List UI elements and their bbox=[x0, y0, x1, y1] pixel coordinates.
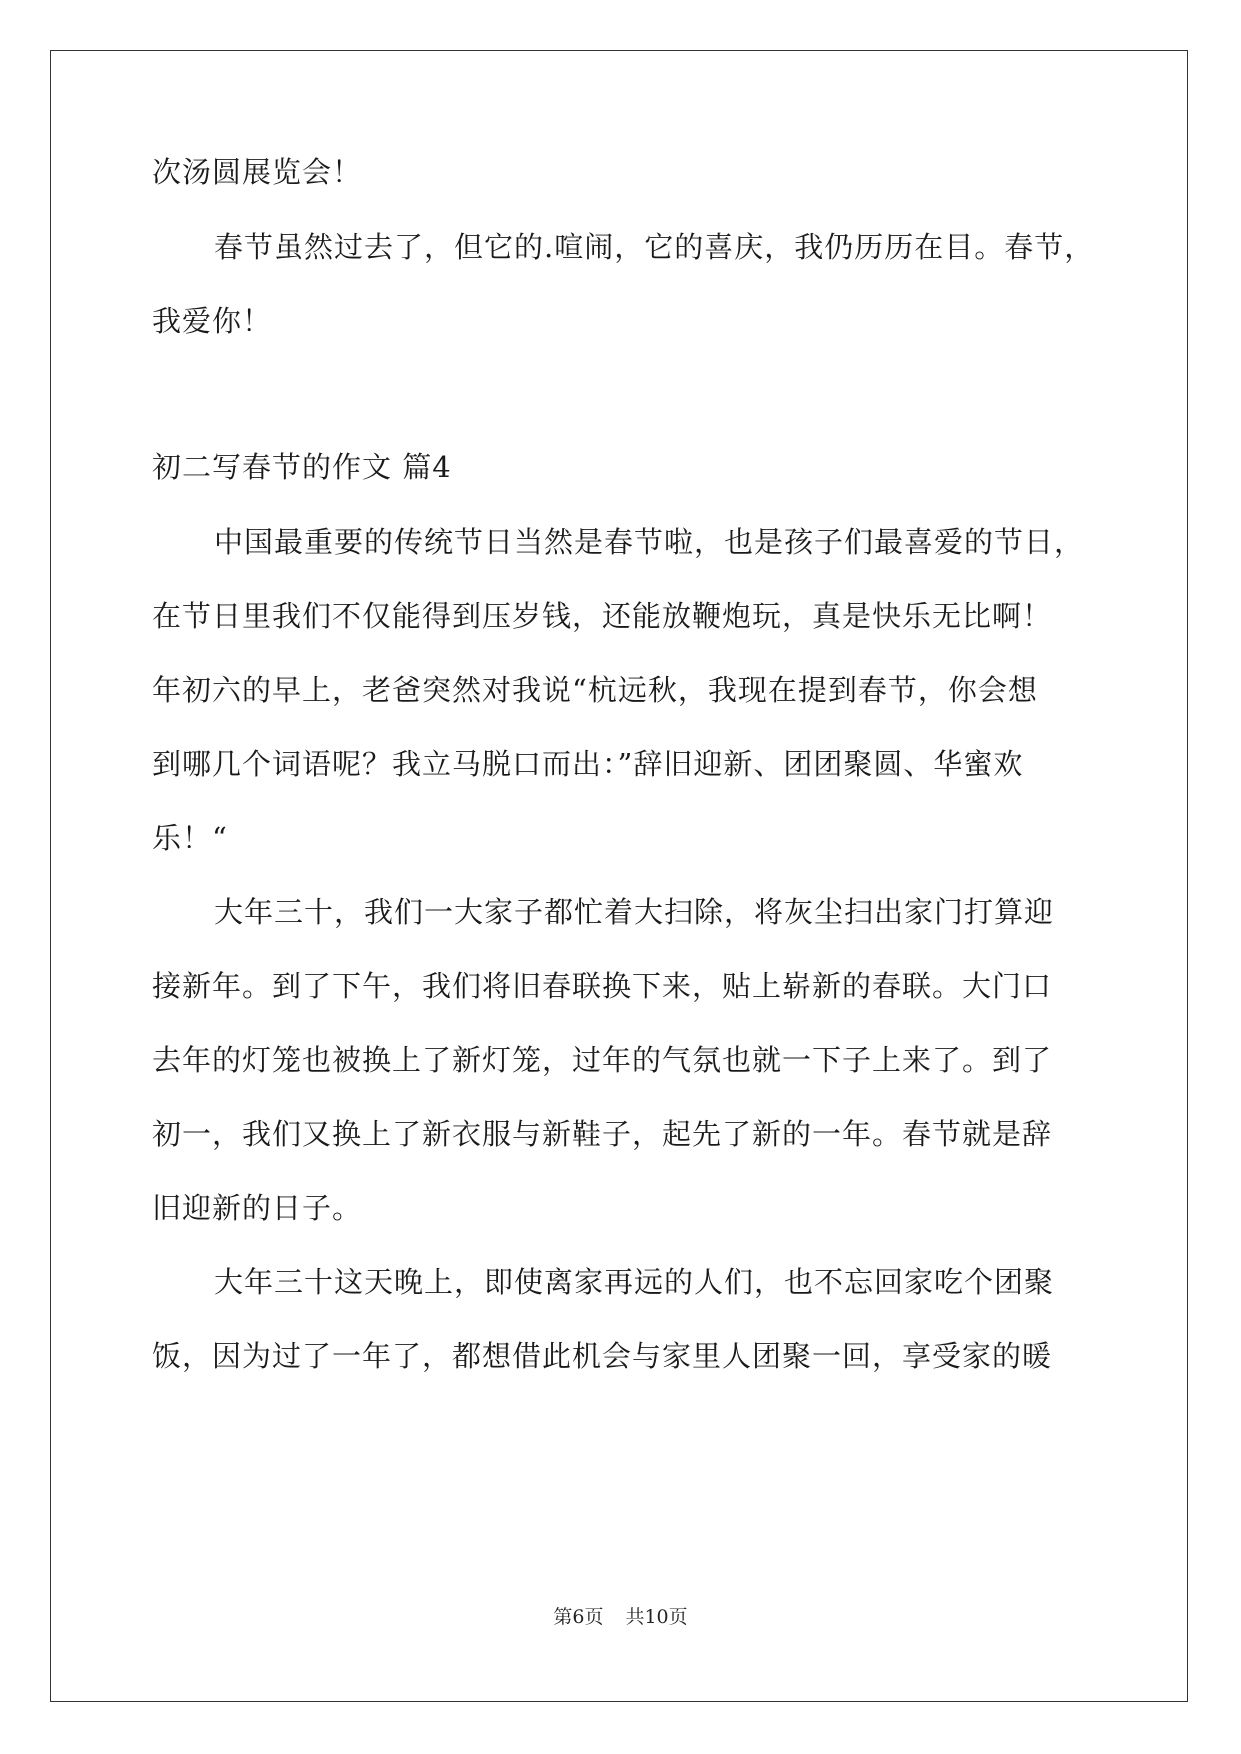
text-line: 次汤圆展览会！ bbox=[152, 155, 363, 189]
paragraph-first-line: 大年三十，我们一大家子都忙着大扫除，将灰尘扫出家门打算迎 bbox=[214, 895, 1055, 929]
page-footer bbox=[0, 1605, 1241, 1629]
paragraph-first-line: 大年三十这天晚上，即使离家再远的人们，也不忘回家吃个团聚 bbox=[214, 1265, 1055, 1299]
text-line: 饭，因为过了一年了，都想借此机会与家里人团聚一回，享受家的暖 bbox=[152, 1339, 1053, 1373]
text-line: 初一，我们又换上了新衣服与新鞋子，起先了新的一年。春节就是辞 bbox=[152, 1117, 1053, 1151]
paragraph-first-line: 春节虽然过去了，但它的.喧闹，它的喜庆，我仍历历在目。春节， bbox=[214, 230, 1095, 264]
current-page-number: 第6页 bbox=[553, 1606, 604, 1628]
text-line: 旧迎新的日子。 bbox=[152, 1191, 363, 1225]
paragraph-first-line: 中国最重要的传统节日当然是春节啦，也是孩子们最喜爱的节日， bbox=[214, 525, 1085, 559]
text-line: 我爱你！ bbox=[152, 304, 273, 338]
page-border bbox=[50, 50, 1188, 1702]
text-line: 到哪几个词语呢？我立马脱口而出：”辞旧迎新、团团聚圆、华蜜欢 bbox=[152, 747, 1024, 781]
text-line: 去年的灯笼也被换上了新灯笼，过年的气氛也就一下子上来了。到了 bbox=[152, 1043, 1053, 1077]
total-page-count: 共10页 bbox=[625, 1606, 688, 1628]
text-line: 乐！“ bbox=[152, 821, 228, 855]
text-line: 接新年。到了下午，我们将旧春联换下来，贴上崭新的春联。大门口 bbox=[152, 969, 1053, 1003]
text-line: 年初六的早上，老爸突然对我说“杭远秋，我现在提到春节，你会想 bbox=[152, 673, 1038, 707]
text-line: 在节日里我们不仅能得到压岁钱，还能放鞭炮玩，真是快乐无比啊！ bbox=[152, 599, 1053, 633]
section-heading: 初二写春节的作文 篇4 bbox=[152, 450, 452, 484]
